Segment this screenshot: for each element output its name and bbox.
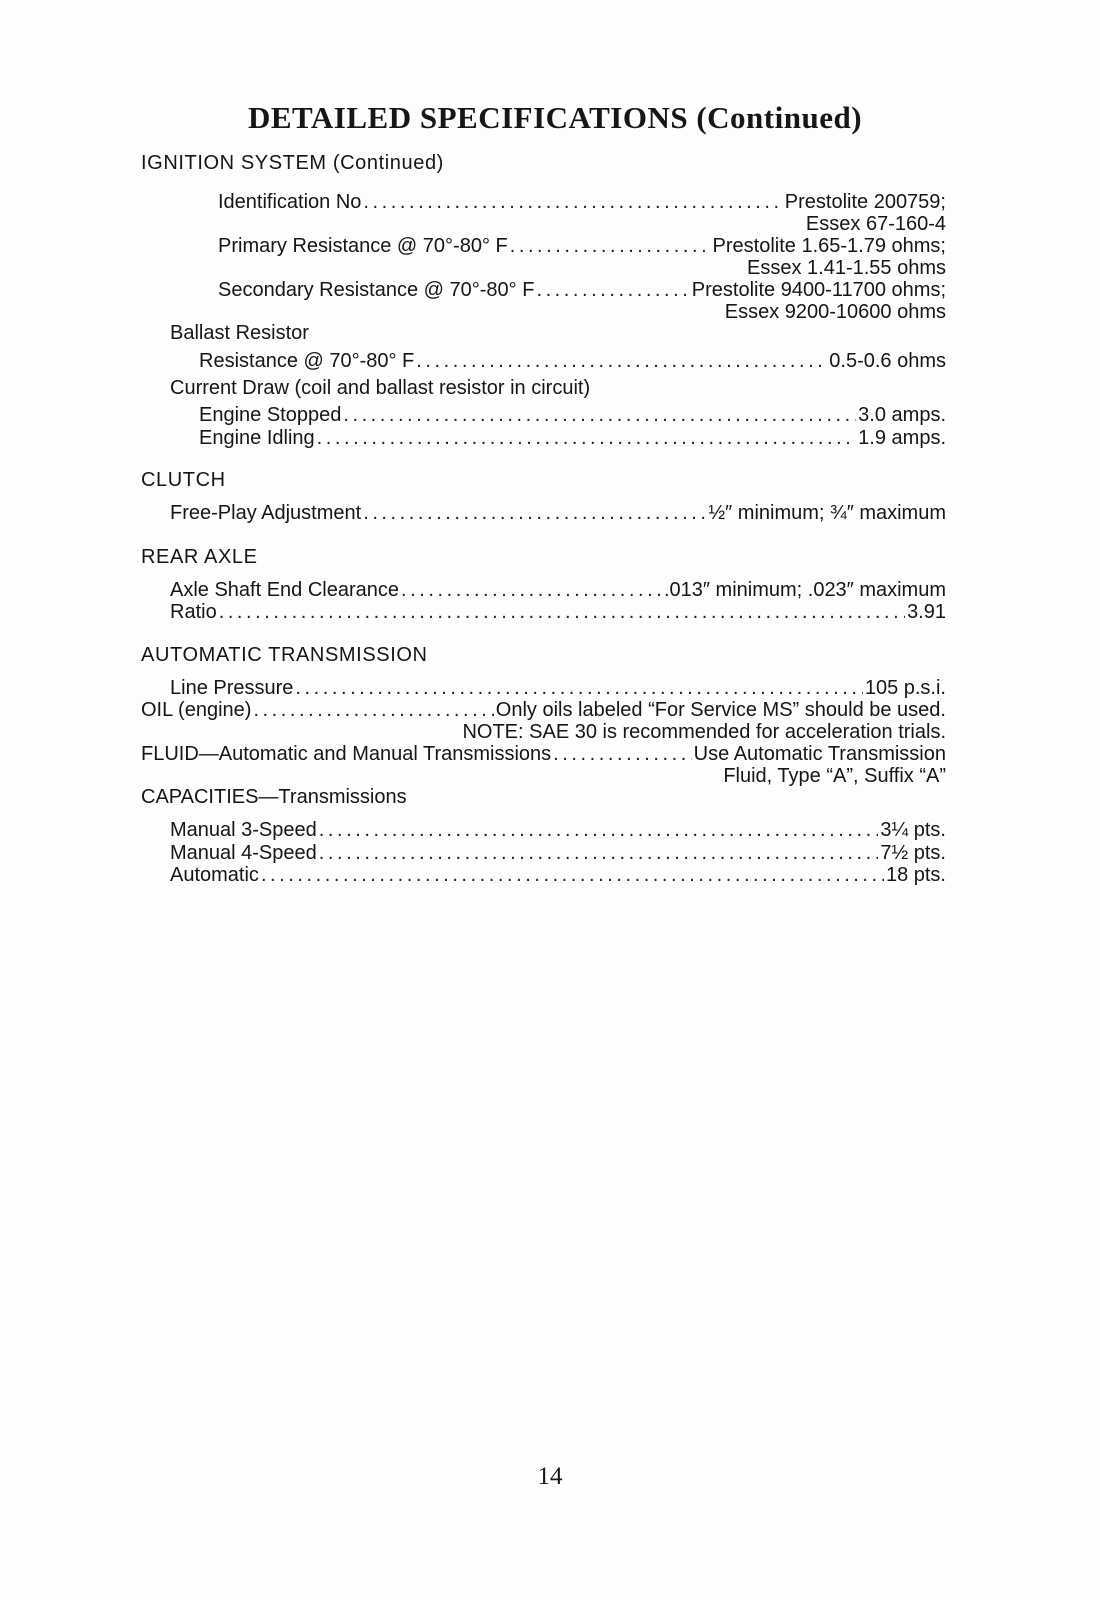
dot-leader <box>319 819 879 841</box>
spec-row-ratio <box>170 601 946 623</box>
dot-leader <box>319 842 879 864</box>
spec-label: Manual 4-Speed <box>170 842 317 864</box>
dot-leader <box>343 404 856 426</box>
spec-value: 105 p.s.i. <box>864 677 946 699</box>
spec-label: Resistance @ 70°-80° F <box>199 350 415 372</box>
spec-value: Prestolite 200759; <box>784 191 946 213</box>
spec-label: Primary Resistance @ 70°-80° F <box>218 235 508 257</box>
spec-label: Free-Play Adjustment <box>170 502 362 524</box>
spec-row-fluid <box>141 743 946 765</box>
spec-value: .013″ minimum; .023″ maximum <box>663 579 946 601</box>
spec-value-continuation: Essex 67-160-4 <box>805 213 946 235</box>
spec-value: 3.91 <box>907 601 946 623</box>
spec-row-oil <box>141 699 946 721</box>
spec-label: Identification No <box>218 191 362 213</box>
spec-value: ½″ minimum; ¾″ maximum <box>708 502 946 524</box>
spec-value: 1.9 amps. <box>858 427 946 449</box>
spec-row-engine-idling <box>199 427 946 449</box>
spec-label: Ratio <box>170 601 217 623</box>
dot-leader <box>401 579 662 601</box>
spec-row-engine-stopped <box>199 404 946 426</box>
ignition-heading: IGNITION SYSTEM (Continued) <box>141 152 444 174</box>
spec-value-continuation: Fluid, Type “A”, Suffix “A” <box>723 765 946 787</box>
spec-label: Manual 3-Speed <box>170 819 317 841</box>
spec-label: Axle Shaft End Clearance <box>170 579 400 601</box>
dot-leader <box>261 864 884 886</box>
spec-value-continuation: Essex 1.41-1.55 ohms <box>747 257 946 279</box>
spec-label: OIL (engine) <box>141 699 252 721</box>
spec-row-primary-resistance <box>218 235 946 257</box>
spec-value: 18 pts. <box>885 864 946 886</box>
spec-row-line-pressure <box>170 677 946 699</box>
spec-value: Prestolite 9400-11700 ohms; <box>691 279 946 301</box>
dot-leader <box>253 699 493 721</box>
dot-leader <box>510 235 711 257</box>
rear-axle-heading: REAR AXLE <box>141 546 258 568</box>
page-title: DETAILED SPECIFICATIONS (Continued) <box>247 100 863 135</box>
spec-label: FLUID—Automatic and Manual Transmissions <box>141 743 552 765</box>
spec-row-identification <box>218 191 946 213</box>
spec-value: 0.5-0.6 ohms <box>829 350 946 372</box>
page-number: 14 <box>537 1463 563 1490</box>
spec-value: 3¼ pts. <box>880 819 946 841</box>
spec-row-ballast-resistance <box>199 350 946 372</box>
spec-label: Secondary Resistance @ 70°-80° F <box>218 279 535 301</box>
spec-row-automatic <box>170 864 946 886</box>
dot-leader <box>295 677 862 699</box>
dot-leader <box>363 502 706 524</box>
clutch-heading: CLUTCH <box>141 469 226 491</box>
ballast-heading: Ballast Resistor <box>170 322 309 344</box>
dot-leader <box>553 743 692 765</box>
spec-value-continuation: NOTE: SAE 30 is recommended for acceleration trials. <box>462 721 946 743</box>
spec-row-free-play <box>170 502 946 524</box>
spec-value: Prestolite 1.65-1.79 ohms; <box>712 235 946 257</box>
spec-value: 7½ pts. <box>880 842 946 864</box>
dot-leader <box>219 601 905 623</box>
spec-value: Use Automatic Transmission <box>693 743 946 765</box>
capacities-heading: CAPACITIES—Transmissions <box>141 786 407 808</box>
spec-value: 3.0 amps. <box>858 404 946 426</box>
spec-row-manual-4-speed <box>170 842 946 864</box>
spec-row-axle-clearance <box>170 579 946 601</box>
dot-leader <box>317 427 857 449</box>
dot-leader <box>363 191 782 213</box>
spec-label: Automatic <box>170 864 259 886</box>
current-draw-heading: Current Draw (coil and ballast resistor in circuit) <box>170 377 591 399</box>
dot-leader <box>416 350 827 372</box>
spec-value-continuation: Essex 9200-10600 ohms <box>724 301 946 323</box>
dot-leader <box>536 279 689 301</box>
spec-value: Only oils labeled “For Service MS” should be used. <box>495 699 946 721</box>
spec-row-secondary-resistance <box>218 279 946 301</box>
spec-label: Engine Stopped <box>199 404 342 426</box>
spec-row-manual-3-speed <box>170 819 946 841</box>
automatic-transmission-heading: AUTOMATIC TRANSMISSION <box>141 644 428 666</box>
spec-label: Line Pressure <box>170 677 294 699</box>
spec-label: Engine Idling <box>199 427 315 449</box>
